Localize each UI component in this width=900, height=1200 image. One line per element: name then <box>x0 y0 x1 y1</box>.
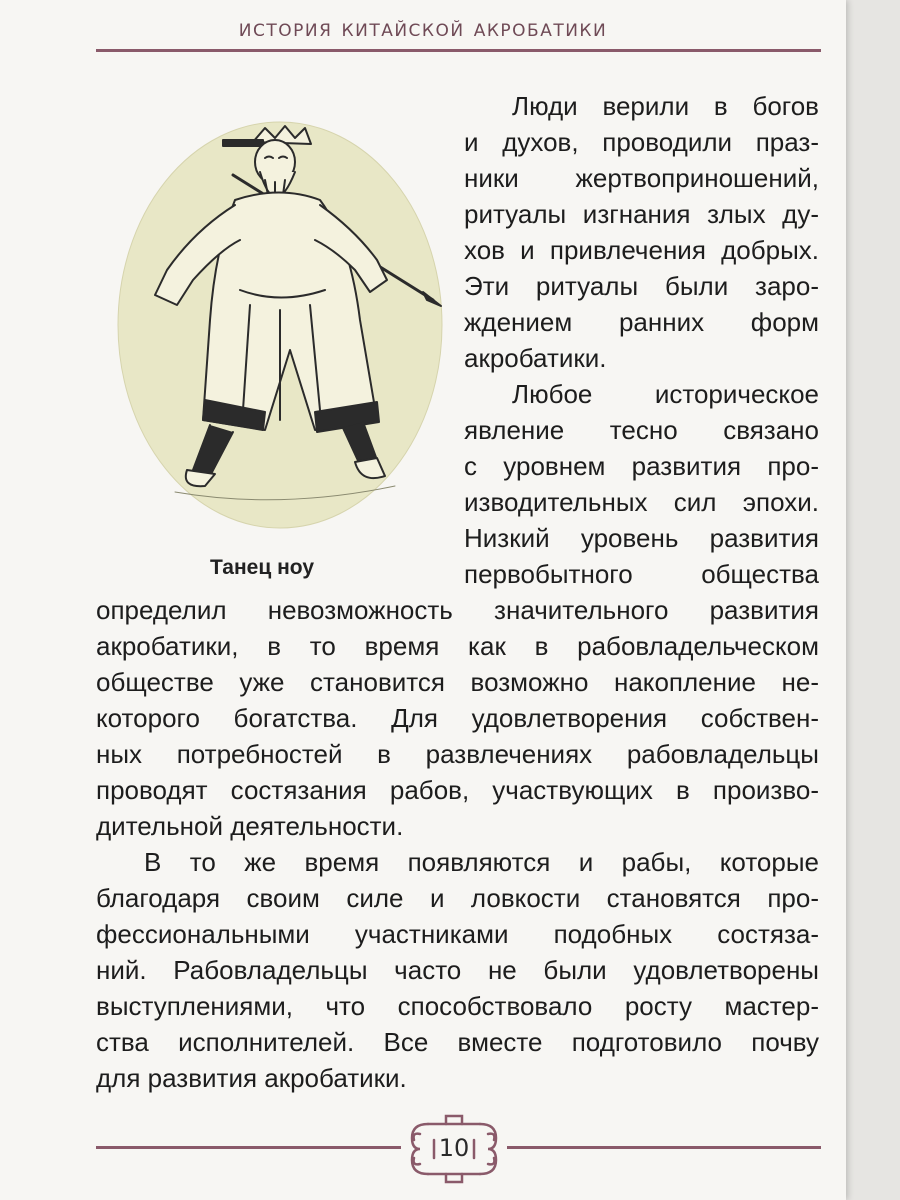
figure-caption: Танец ноу <box>210 556 315 579</box>
body-text-line: ждением ранних форм <box>464 307 819 337</box>
body-text-line: первобытного общества <box>464 559 819 589</box>
body-text-line: изводительных сил эпохи. <box>464 487 819 517</box>
body-text-line: ритуалы изгнания злых ду- <box>464 199 819 229</box>
body-text-line: акробатики. <box>464 343 607 373</box>
footer-rule-right <box>507 1146 821 1149</box>
body-text-line: Низкий уровень развития <box>464 523 819 553</box>
body-text-line: В то же время появляются и рабы, которые <box>144 847 819 877</box>
body-text-line: Любое историческое <box>512 379 819 409</box>
body-text-line: для развития акробатики. <box>96 1063 407 1093</box>
body-text-line: определил невозможность значительного развития <box>96 595 819 625</box>
body-text-line: и духов, проводили праз- <box>464 127 819 157</box>
body-text-line: ства исполнителей. Все вместе подготовило почву <box>96 1027 819 1057</box>
body-text-line: фессиональными участниками подобных состяза- <box>96 919 819 949</box>
page-number: 10 <box>438 1134 470 1162</box>
body-text-line: хов и привлечения добрых. <box>464 235 819 265</box>
body-text-line: Эти ритуалы были заро- <box>464 271 819 301</box>
body-text-line: дительной деятельности. <box>96 811 404 841</box>
header-rule <box>96 49 821 52</box>
body-text-line: благодаря своим силе и ловкости становятся про- <box>96 883 819 913</box>
body-text-line: ных потребностей в развлечениях рабовладельцы <box>96 739 819 769</box>
body-text-line: ний. Рабовладельцы часто не были удовлетворены <box>96 955 819 985</box>
body-text-line: Люди верили в богов <box>512 91 819 121</box>
body-text-line: явление тесно связано <box>464 415 819 445</box>
body-text-line: акробатики, в то время как в рабовладельческом <box>96 631 819 661</box>
body-text-line: выступлениями, что способствовало росту мастер- <box>96 991 819 1021</box>
dance-illustration <box>115 120 445 530</box>
body-text-line: ники жертвоприношений, <box>464 163 819 193</box>
footer-rule-left <box>96 1146 401 1149</box>
body-text-line: с уровнем развития про- <box>464 451 819 481</box>
body-text-line: обществе уже становится возможно накопление не- <box>96 667 819 697</box>
running-header-title: история китайской акробатики <box>238 14 608 42</box>
body-text-line: проводят состязания рабов, участвующих в произво- <box>96 775 819 805</box>
body-text-line: которого богатства. Для удовлетворения собствен- <box>96 703 819 733</box>
